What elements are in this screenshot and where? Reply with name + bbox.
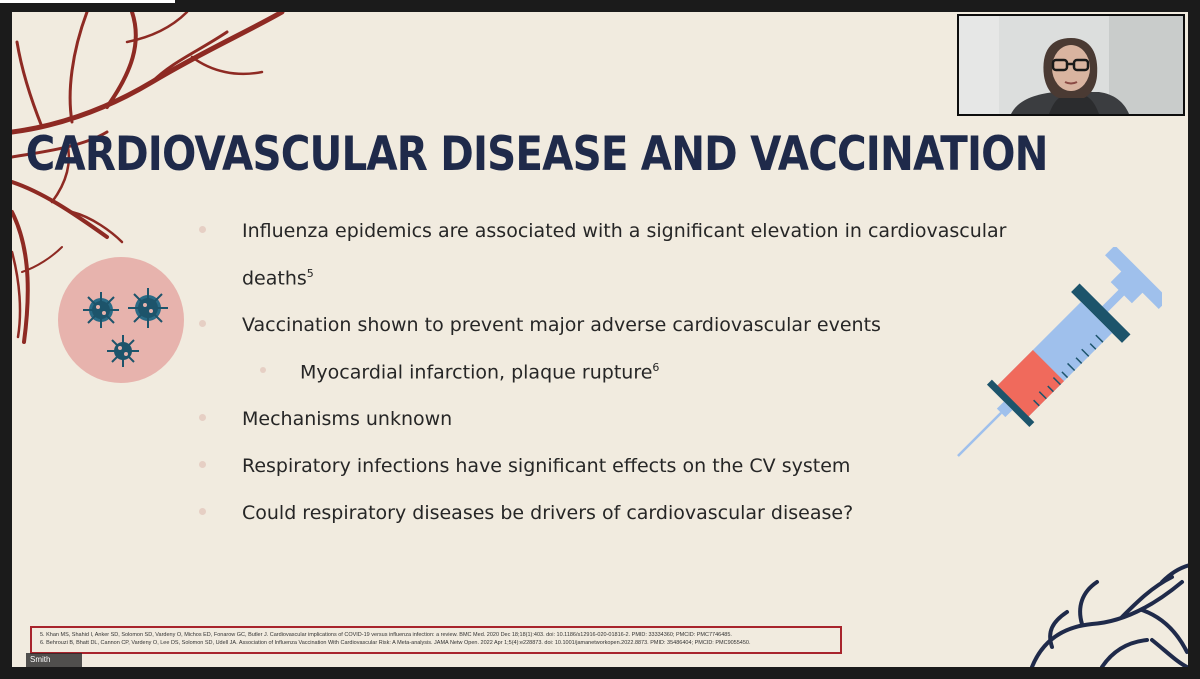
- webcam-video-tile[interactable]: [957, 14, 1185, 116]
- bullet-dot: [199, 508, 206, 515]
- bullet-item: Respiratory infections have significant effects on the CV system: [242, 455, 851, 477]
- speaker-video-feed: [959, 16, 1183, 114]
- bullet-dot: [199, 320, 206, 327]
- reference-line: 6. Behrouzi B, Bhatt DL, Cannon CP, Vardeny O, Lee DS, Solomon SD, Udell JA. Association of Influenza Vaccination With Cardiovascular Risk: A Meta-analysis. JAMA Netw Open. 2022 Apr 1;5(4):e228873. doi: 10.1001/jamanetworkopen.2022.8873. PMID: 35486404; PMCID: PMC9055450.: [40, 640, 751, 646]
- sub-bullet-dot: [260, 367, 266, 373]
- bullet-item: Could respiratory diseases be drivers of cardiovascular disease?: [242, 502, 854, 524]
- reference-line: 5. Khan MS, Shahid I, Anker SD, Solomon SD, Vardeny O, Michos ED, Fonarow GC, Butler J. Cardiovascular implications of COVID-19 versus influenza infection: a review. BMC Med. 2020 Dec 18;18(1):403. doi: 10.1186/s12916-020-01816-2. PMID: 33334360; PMCID: PMC7746485.: [40, 632, 732, 638]
- bullet-dot: [199, 226, 206, 233]
- sub-bullet-item: Myocardial infarction, plaque rupture$^6$: [300, 361, 660, 384]
- bullet-item: deaths$^5$: [242, 267, 314, 290]
- bullet-item: Vaccination shown to prevent major adverse cardiovascular events: [242, 314, 881, 336]
- window-top-bar: [0, 0, 1200, 12]
- references-box: [30, 626, 842, 654]
- bullet-item: Mechanisms unknown: [242, 408, 453, 430]
- participant-name-tag: Smith: [26, 653, 82, 667]
- bullet-item: Influenza epidemics are associated with a significant elevation in cardiovascular: [242, 220, 1007, 242]
- bullet-dot: [199, 414, 206, 421]
- top-bar-accent: [0, 0, 175, 3]
- slide-title: CARDIOVASCULAR DISEASE AND VACCINATION: [25, 127, 1048, 182]
- bullet-dot: [199, 461, 206, 468]
